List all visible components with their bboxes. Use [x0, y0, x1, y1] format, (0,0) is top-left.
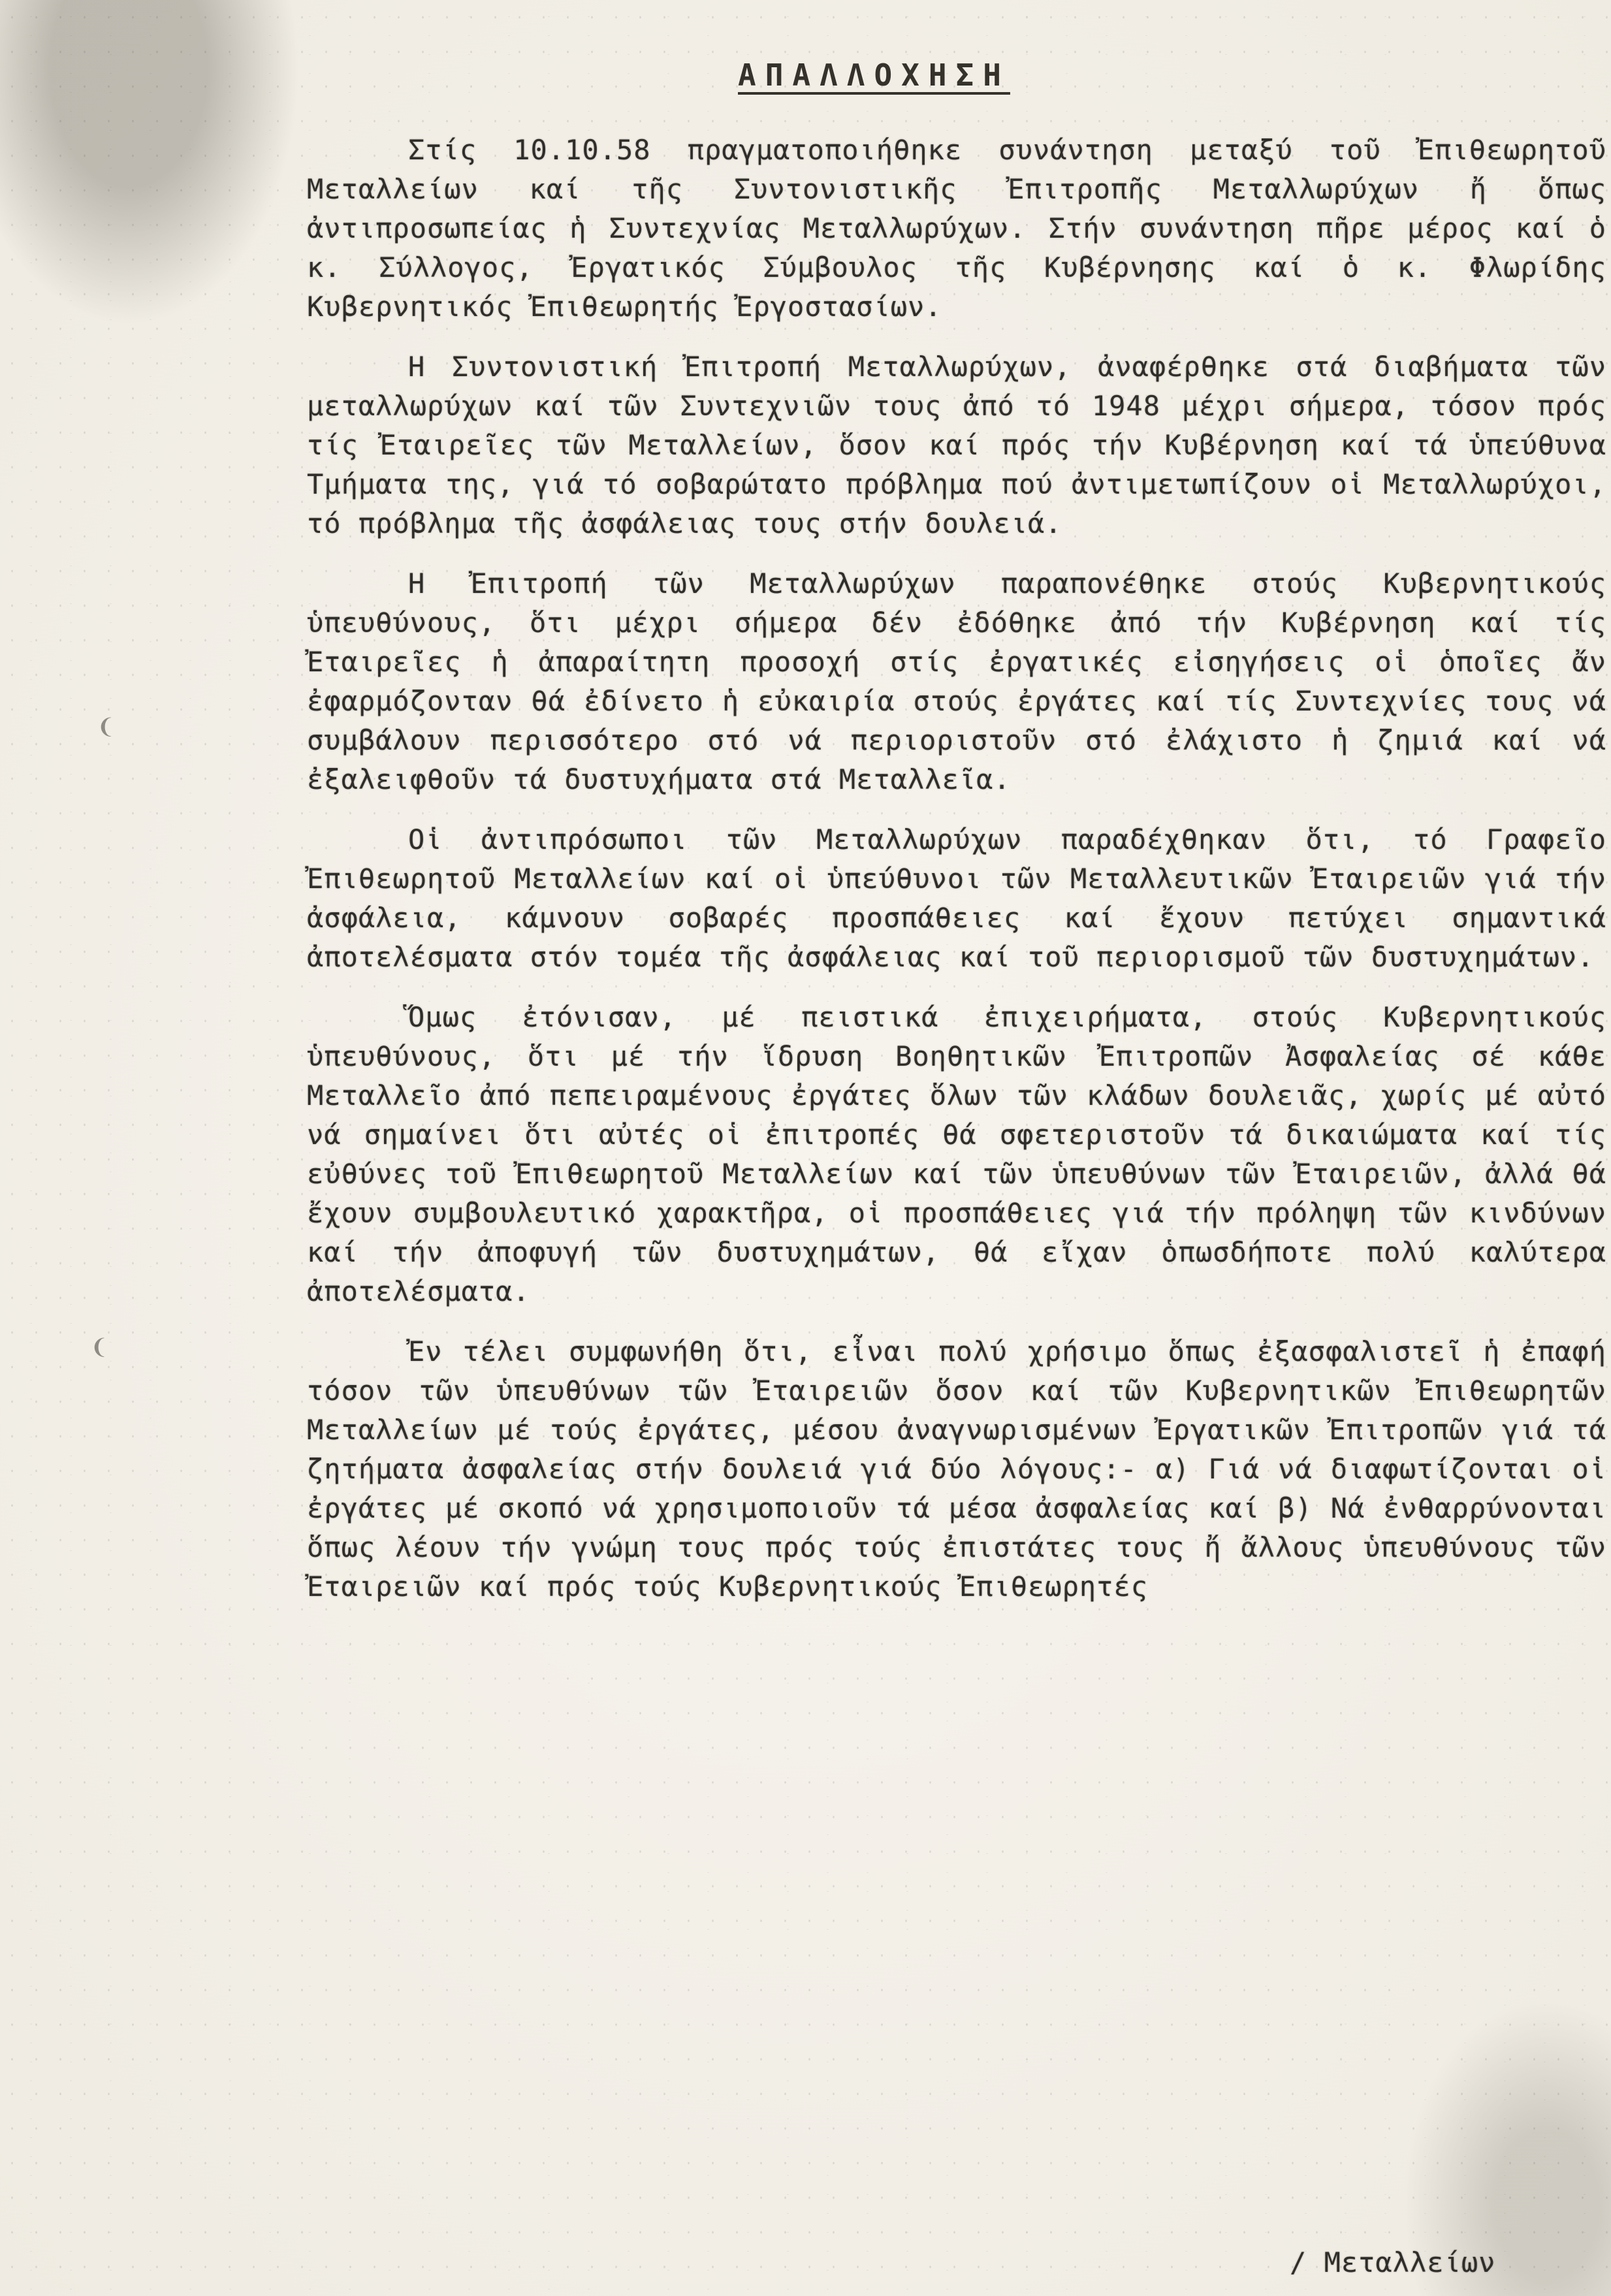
closing-line: / Μεταλλείων — [1290, 2246, 1496, 2278]
paragraph-3: Η Ἐπιτροπή τῶν Μεταλλωρύχων παραπονέθηκε στούς Κυβερνητικούς ὑπευθύνους, ὅτι μέχρι σήμερα δέν ἐδόθηκε ἀπό τήν Κυβέρνηση καί τίς Ἐταιρεῖες ἡ ἀπαραίτητη προσοχή στίς ἐργατικές εἰσηγήσεις οἱ ὁποῖες ἄν ἐφαρμόζονταν θά ἐδίνετο ἡ εὐκαιρία στούς ἐργάτες καί τίς Συντεχνίες τους νά συμβάλουν περισσότερο στό νά περιοριστοῦν στό ἐλάχιστο ἡ ζημιά καί νά ἐξαλειφθοῦν τά δυστυχήματα στά Μεταλλεῖα. — [307, 567, 1606, 795]
document-title: ΑΠΑΛΛΟΧΗΣΗ — [738, 57, 1010, 93]
paragraph-2: Η Συντονιστική Ἐπιτροπή Μεταλλωρύχων, ἀναφέρθηκε στά διαβήματα τῶν μεταλλωρύχων καί τῶν Συντεχνιῶν τους ἀπό τό 1948 μέχρι σήμερα, τόσον πρός τίς Ἐταιρεῖες τῶν Μεταλλείων, ὅσον καί πρός τήν Κυβέρνηση καί τά ὑπεύθυνα Τμήματα της, γιά τό σοβαρώτατο πρόβλημα πού ἀντιμετωπίζουν οἱ Μεταλλωρύχοι, τό πρόβλημα τῆς ἀσφάλειας τους στήν δουλειά. — [307, 351, 1606, 539]
paragraph-5: Ὅμως ἐτόνισαν, μέ πειστικά ἐπιχειρήματα, στούς Κυβερνητικούς ὑπευθύνους, ὅτι μέ τήν ἵδρυση Βοηθητικῶν Ἐπιτροπῶν Ἀσφαλείας σέ κάθε Μεταλλεῖο ἀπό πεπειραμένους ἐργάτες ὅλων τῶν κλάδων δουλειᾶς, χωρίς μέ αὐτό νά σημαίνει ὅτι αὐτές οἱ ἐπιτροπές θά σφετεριστοῦν τά δικαιώματα καί τίς εὐθύνες τοῦ Ἐπιθεωρητοῦ Μεταλλείων καί τῶν ὑπευθύνων τῶν Ἐταιρειῶν, ἀλλά θά ἔχουν συμβουλευτικό χαρακτῆρα, οἱ προσπάθειες γιά τήν πρόληψη τῶν κινδύνων καί τήν ἀποφυγή τῶν δυστυχημάτων, θά εἴχαν ὁπωσδήποτε πολύ καλύτερα ἀποτελέσματα. — [307, 1001, 1606, 1307]
paragraph-4: Οἱ ἀντιπρόσωποι τῶν Μεταλλωρύχων παραδέχθηκαν ὅτι, τό Γραφεῖο Ἐπιθεωρητοῦ Μεταλλείων καί οἱ ὑπεύθυνοι τῶν Μεταλλευτικῶν Ἐταιρειῶν γιά τήν ἀσφάλεια, κάμνουν σοβαρές προσπάθειες καί ἔχουν πετύχει σημαντικά ἀποτελέσματα στόν τομέα τῆς ἀσφάλειας καί τοῦ περιορισμοῦ τῶν δυστυχημάτων. — [307, 823, 1606, 973]
paragraph-6: Ἐν τέλει συμφωνήθη ὅτι, εἶναι πολύ χρήσιμο ὅπως ἐξασφαλιστεῖ ἡ ἐπαφή τόσον τῶν ὑπευθύνων τῶν Ἐταιρειῶν ὅσον καί τῶν Κυβερνητικῶν Ἐπιθεωρητῶν Μεταλλείων μέ τούς ἐργάτες, μέσου ἀναγνωρισμένων Ἐργατικῶν Ἐπιτροπῶν γιά τά ζητήματα ἀσφαλείας στήν δουλειά γιά δύο λόγους:- α) Γιά νά διαφωτίζονται οἱ ἐργάτες μέ σκοπό νά χρησιμοποιοῦν τά μέσα ἀσφαλείας καί β) Νά ἐνθαρρύνονται ὅπως λέουν τήν γνώμη τους πρός τούς ἐπιστάτες τους ἤ ἄλλους ὑπευθύνους τῶν Ἐταιρειῶν καί πρός τούς Κυβερνητικούς Ἐπιθεωρητές — [307, 1335, 1606, 1602]
margin-smudge: ❨ — [98, 712, 114, 742]
paragraph-1: Στίς 10.10.58 πραγματοποιήθηκε συνάντηση μεταξύ τοῦ Ἐπιθεωρητοῦ Μεταλλείων καί τῆς Συντονιστικῆς Ἐπιτροπῆς Μεταλλωρύχων ἤ ὅπως ἀντιπροσωπείας ἡ Συντεχνίας Μεταλλωρύχων. Στήν συνάντηση πῆρε μέρος καί ὁ κ. Σύλλογος, Ἐργατικός Σύμβουλος τῆς Κυβέρνησης καί ὁ κ. Φλωρίδης Κυβερνητικός Ἐπιθεωρητής Ἐργοστασίων. — [307, 134, 1606, 323]
margin-smudge: ❨ — [91, 1332, 108, 1362]
document-body — [307, 131, 1606, 1627]
